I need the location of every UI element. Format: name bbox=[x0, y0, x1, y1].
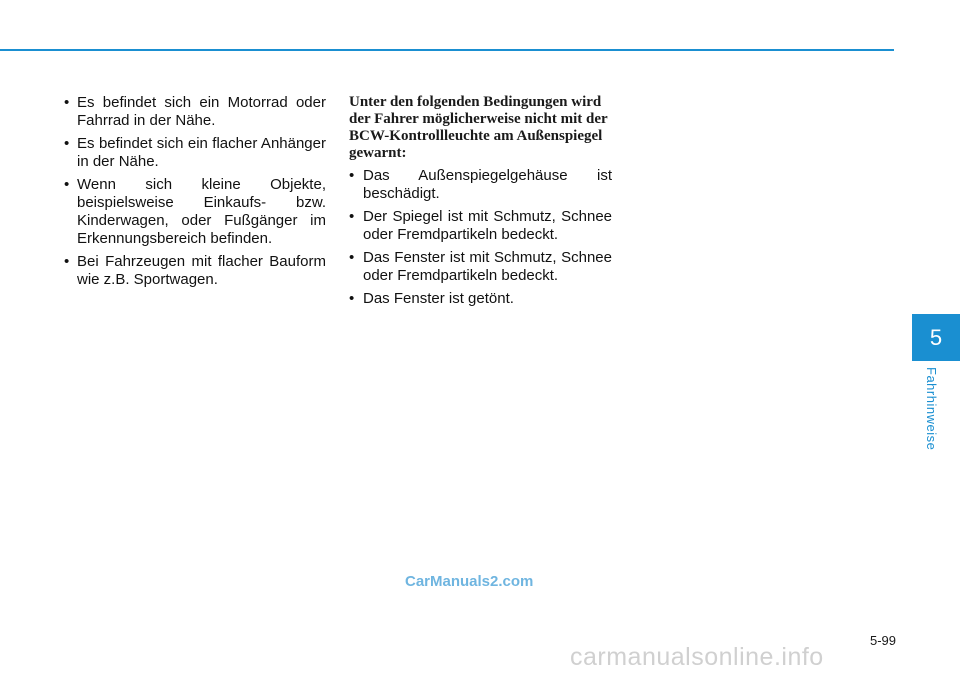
list-item bbox=[349, 249, 612, 285]
header-rule bbox=[0, 49, 894, 51]
list-item bbox=[64, 135, 326, 171]
list-item bbox=[349, 290, 612, 308]
list-item-text: Es befindet sich ein Motorrad oder Fahrrad in der Nähe. bbox=[77, 94, 326, 129]
chapter-number: 5 bbox=[929, 324, 943, 350]
list-item-text: Das Fenster ist getönt. bbox=[363, 290, 514, 307]
list-item-text: Wenn sich kleine Objekte, beispielsweise Einkaufs- bzw. Kinderwagen, oder Fußgänger im Erkennungsbereich befinden. bbox=[77, 176, 326, 247]
list-item-text: Der Spiegel ist mit Schmutz, Schnee oder Fremdpartikeln bedeckt. bbox=[363, 208, 612, 243]
bullet-icon: • bbox=[349, 208, 355, 225]
bullet-icon: • bbox=[64, 135, 70, 152]
left-bullet-list bbox=[64, 94, 326, 289]
list-item bbox=[349, 167, 612, 203]
bullet-icon: • bbox=[64, 94, 70, 111]
site-watermark: carmanualsonline.info bbox=[570, 643, 824, 671]
list-item bbox=[64, 253, 326, 289]
bullet-icon: • bbox=[64, 176, 70, 193]
section-heading: Unter den folgenden Bedingungen wird der Fahrer möglicherweise nicht mit der BCW-Kontrollleuchte am Außenspiegel gewarnt: bbox=[349, 94, 608, 161]
right-column bbox=[349, 94, 612, 313]
list-item-text: Das Außenspiegelgehäuse ist beschädigt. bbox=[363, 167, 612, 202]
list-item-text: Das Fenster ist mit Schmutz, Schnee oder Fremdpartikeln bedeckt. bbox=[363, 249, 612, 284]
right-bullet-list bbox=[349, 167, 612, 308]
list-item bbox=[64, 94, 326, 130]
chapter-tab bbox=[912, 314, 960, 361]
left-column bbox=[64, 94, 326, 294]
bullet-icon: • bbox=[349, 290, 355, 307]
list-item-text: Bei Fahrzeugen mit flacher Bauform wie z.B. Sportwagen. bbox=[77, 253, 326, 288]
list-item-text: Es befindet sich ein flacher Anhänger in der Nähe. bbox=[77, 135, 326, 170]
bullet-icon: • bbox=[349, 249, 355, 266]
bullet-icon: • bbox=[349, 167, 355, 184]
list-item bbox=[64, 176, 326, 248]
chapter-title: Fahrhinweise bbox=[924, 367, 939, 451]
list-item bbox=[349, 208, 612, 244]
brand-watermark: CarManuals2.com bbox=[405, 573, 534, 590]
bullet-icon: • bbox=[64, 253, 70, 270]
page-number: 5-99 bbox=[869, 633, 896, 648]
